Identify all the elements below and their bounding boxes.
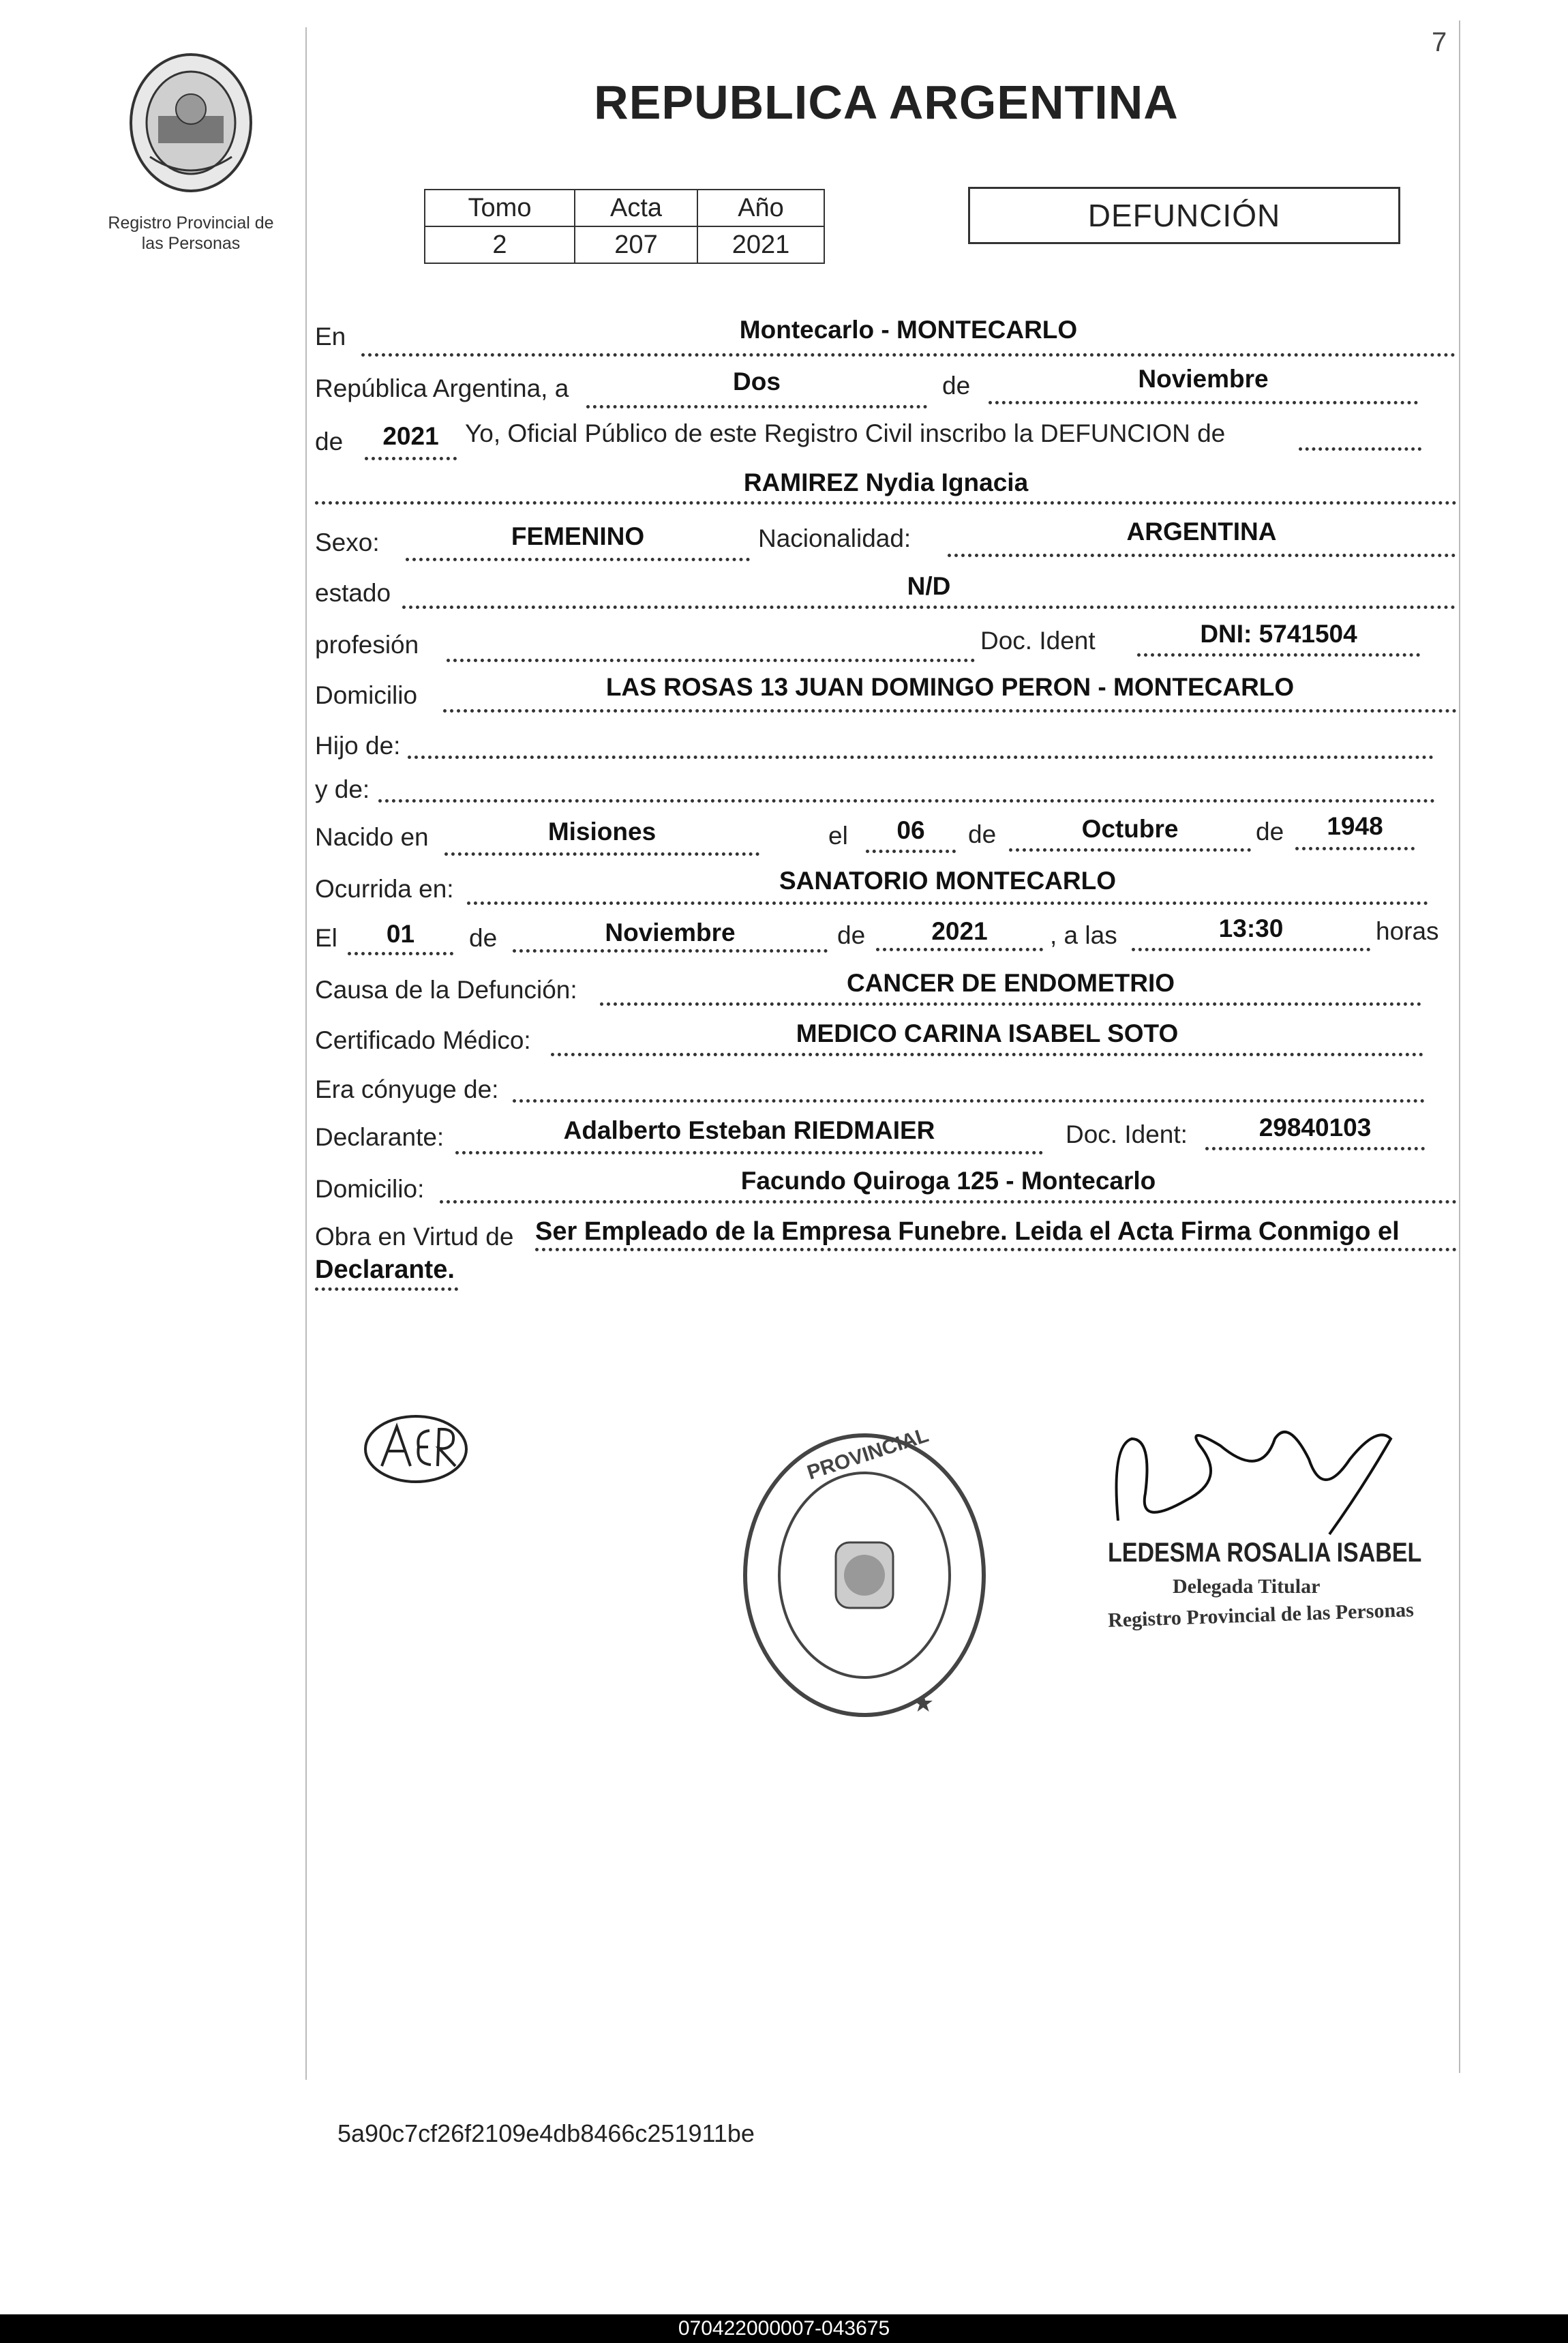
- right-margin-line: [1459, 20, 1460, 2073]
- dots-nac-mes: [1009, 848, 1251, 852]
- registry-name-line1: Registro Provincial de: [108, 213, 274, 233]
- registry-name-line2: las Personas: [141, 234, 241, 253]
- field-def-mes: Noviembre: [605, 919, 736, 946]
- table-header-anio: Año: [697, 190, 824, 226]
- dots-oficial-tail: [1299, 447, 1421, 451]
- dots-dia-registro: [586, 405, 927, 408]
- field-nac-dia: 06: [896, 816, 925, 844]
- label-hijo-de: Hijo de:: [315, 732, 401, 760]
- svg-text:★: ★: [912, 1689, 935, 1717]
- field-estado: N/D: [907, 572, 951, 600]
- dots-domicilio: [443, 709, 1457, 713]
- handwritten-initials: [361, 1412, 470, 1487]
- table-header-tomo: Tomo: [425, 190, 575, 226]
- field-sexo: FEMENINO: [511, 522, 645, 550]
- label-en: En: [315, 323, 346, 350]
- label-conyuge: Era cónyuge de:: [315, 1075, 499, 1103]
- field-domicilio: LAS ROSAS 13 JUAN DOMINGO PERON - MONTECARLO: [605, 673, 1295, 701]
- label-causa: Causa de la Defunción:: [315, 976, 577, 1004]
- field-localidad: Montecarlo - MONTECARLO: [739, 316, 1078, 344]
- dots-mes-registro: [989, 401, 1418, 404]
- barcode-text: 070422000007-043675: [678, 2317, 890, 2340]
- field-declarante-doc: 29840103: [1258, 1114, 1372, 1141]
- label-declarante: Declarante:: [315, 1123, 444, 1151]
- record-table: [424, 189, 825, 264]
- dots-causa: [600, 1002, 1421, 1006]
- label-de-1: de: [942, 372, 971, 400]
- dots-hijo-de: [408, 756, 1434, 759]
- table-header-acta: Acta: [575, 190, 697, 226]
- table-value-tomo: 2: [425, 226, 575, 263]
- field-def-anio: 2021: [931, 917, 988, 945]
- signer-name: LEDESMA ROSALIA ISABEL: [1108, 1538, 1422, 1568]
- registry-name: [89, 213, 293, 254]
- dots-certificado: [551, 1053, 1423, 1056]
- dots-localidad: [361, 353, 1456, 357]
- label-de-5: de: [469, 924, 498, 952]
- field-nac-anio: 1948: [1327, 812, 1383, 840]
- dots-nacionalidad: [948, 554, 1456, 557]
- dots-profesion: [447, 659, 975, 662]
- label-el-1: el: [828, 822, 848, 850]
- label-ocurrida-en: Ocurrida en:: [315, 875, 454, 903]
- svg-text:PROVINCIAL: PROVINCIAL: [804, 1425, 932, 1484]
- field-certificado: MEDICO CARINA ISABEL SOTO: [796, 1019, 1179, 1047]
- dots-def-anio: [876, 948, 1043, 951]
- dots-y-de: [378, 799, 1435, 803]
- dots-estado: [402, 606, 1456, 609]
- field-causa: CANCER DE ENDOMETRIO: [846, 969, 1175, 997]
- field-dia-registro: Dos: [733, 368, 781, 396]
- dots-nacido-en: [444, 852, 759, 856]
- field-nombre: RAMIREZ Nydia Ignacia: [743, 468, 1029, 496]
- field-declarante: Adalberto Esteban RIEDMAIER: [563, 1116, 935, 1144]
- dots-def-mes: [513, 949, 828, 953]
- field-anio-registro: 2021: [382, 422, 439, 450]
- label-doc-ident-2: Doc. Ident:: [1066, 1120, 1188, 1148]
- field-nacionalidad: ARGENTINA: [1126, 518, 1277, 546]
- dots-nac-anio: [1295, 847, 1415, 850]
- label-yo-oficial: Yo, Oficial Público de este Registro Civil inscribo la DEFUNCION de: [465, 419, 1226, 447]
- dots-nombre: [315, 501, 1457, 505]
- dots-def-hora: [1132, 948, 1370, 951]
- table-value-anio: 2021: [697, 226, 824, 263]
- label-obra: Obra en Virtud de: [315, 1223, 514, 1251]
- label-de-2: de: [315, 428, 344, 456]
- label-sexo: Sexo:: [315, 528, 380, 556]
- field-ocurrida-en: SANATORIO MONTECARLO: [779, 867, 1116, 895]
- signer-organization: Registro Provincial de las Personas: [1107, 1598, 1415, 1632]
- province-seal-logo: [123, 48, 259, 198]
- label-domicilio: Domicilio: [315, 681, 418, 709]
- field-nac-mes: Octubre: [1081, 815, 1179, 843]
- label-horas: horas: [1376, 917, 1439, 945]
- dots-ocurrida-en: [467, 901, 1428, 905]
- signer-title: Delegada Titular: [1173, 1575, 1321, 1598]
- label-estado: estado: [315, 579, 391, 607]
- page-number: 7: [1432, 27, 1447, 57]
- label-nacionalidad: Nacionalidad:: [758, 524, 911, 552]
- bottom-bar: [0, 2314, 1568, 2343]
- dots-declarante-doc: [1205, 1147, 1425, 1150]
- label-profesion: profesión: [315, 631, 419, 659]
- label-de-6: de: [837, 921, 866, 949]
- field-declarante-domicilio: Facundo Quiroga 125 - Montecarlo: [740, 1167, 1156, 1195]
- field-obra-line2: Declarante.: [315, 1255, 455, 1284]
- field-nacido-en: Misiones: [547, 818, 657, 846]
- label-a-las: , a las: [1050, 921, 1117, 949]
- label-y-de: y de:: [315, 775, 370, 803]
- dots-declarante: [455, 1151, 1043, 1154]
- left-margin-line: [305, 27, 307, 2080]
- label-republica: República Argentina, a: [315, 374, 569, 402]
- label-nacido-en: Nacido en: [315, 823, 429, 851]
- dots-nac-dia: [866, 850, 956, 853]
- label-de-3: de: [968, 820, 997, 848]
- dots-conyuge: [513, 1099, 1425, 1103]
- field-doc-ident: DNI: 5741504: [1200, 620, 1357, 648]
- dots-doc-ident: [1137, 653, 1420, 657]
- dots-obra-1: [535, 1248, 1457, 1251]
- field-obra-line1: Ser Empleado de la Empresa Funebre. Leida el Acta Firma Conmigo el: [535, 1217, 1400, 1246]
- record-type-box: DEFUNCIÓN: [968, 187, 1400, 244]
- page-title: REPUBLICA ARGENTINA: [594, 76, 1179, 129]
- dots-anio-registro: [365, 457, 457, 460]
- label-de-4: de: [1256, 818, 1284, 846]
- field-mes-registro: Noviembre: [1138, 365, 1269, 393]
- table-value-acta: 207: [575, 226, 697, 263]
- field-def-dia: 01: [386, 920, 415, 948]
- label-certificado: Certificado Médico:: [315, 1026, 531, 1054]
- dots-obra-2: [315, 1287, 458, 1291]
- document-hash: 5a90c7cf26f2109e4db8466c251911be: [337, 2119, 755, 2147]
- label-doc-ident: Doc. Ident: [980, 627, 1096, 655]
- official-stamp: [735, 1425, 994, 1725]
- dots-def-dia: [348, 952, 453, 955]
- dots-declarante-domicilio: [440, 1200, 1457, 1204]
- official-signature: [1104, 1418, 1425, 1541]
- label-el-2: El: [315, 924, 337, 952]
- field-def-hora: 13:30: [1218, 914, 1284, 942]
- dots-sexo: [406, 558, 750, 561]
- label-domicilio-2: Domicilio:: [315, 1175, 425, 1203]
